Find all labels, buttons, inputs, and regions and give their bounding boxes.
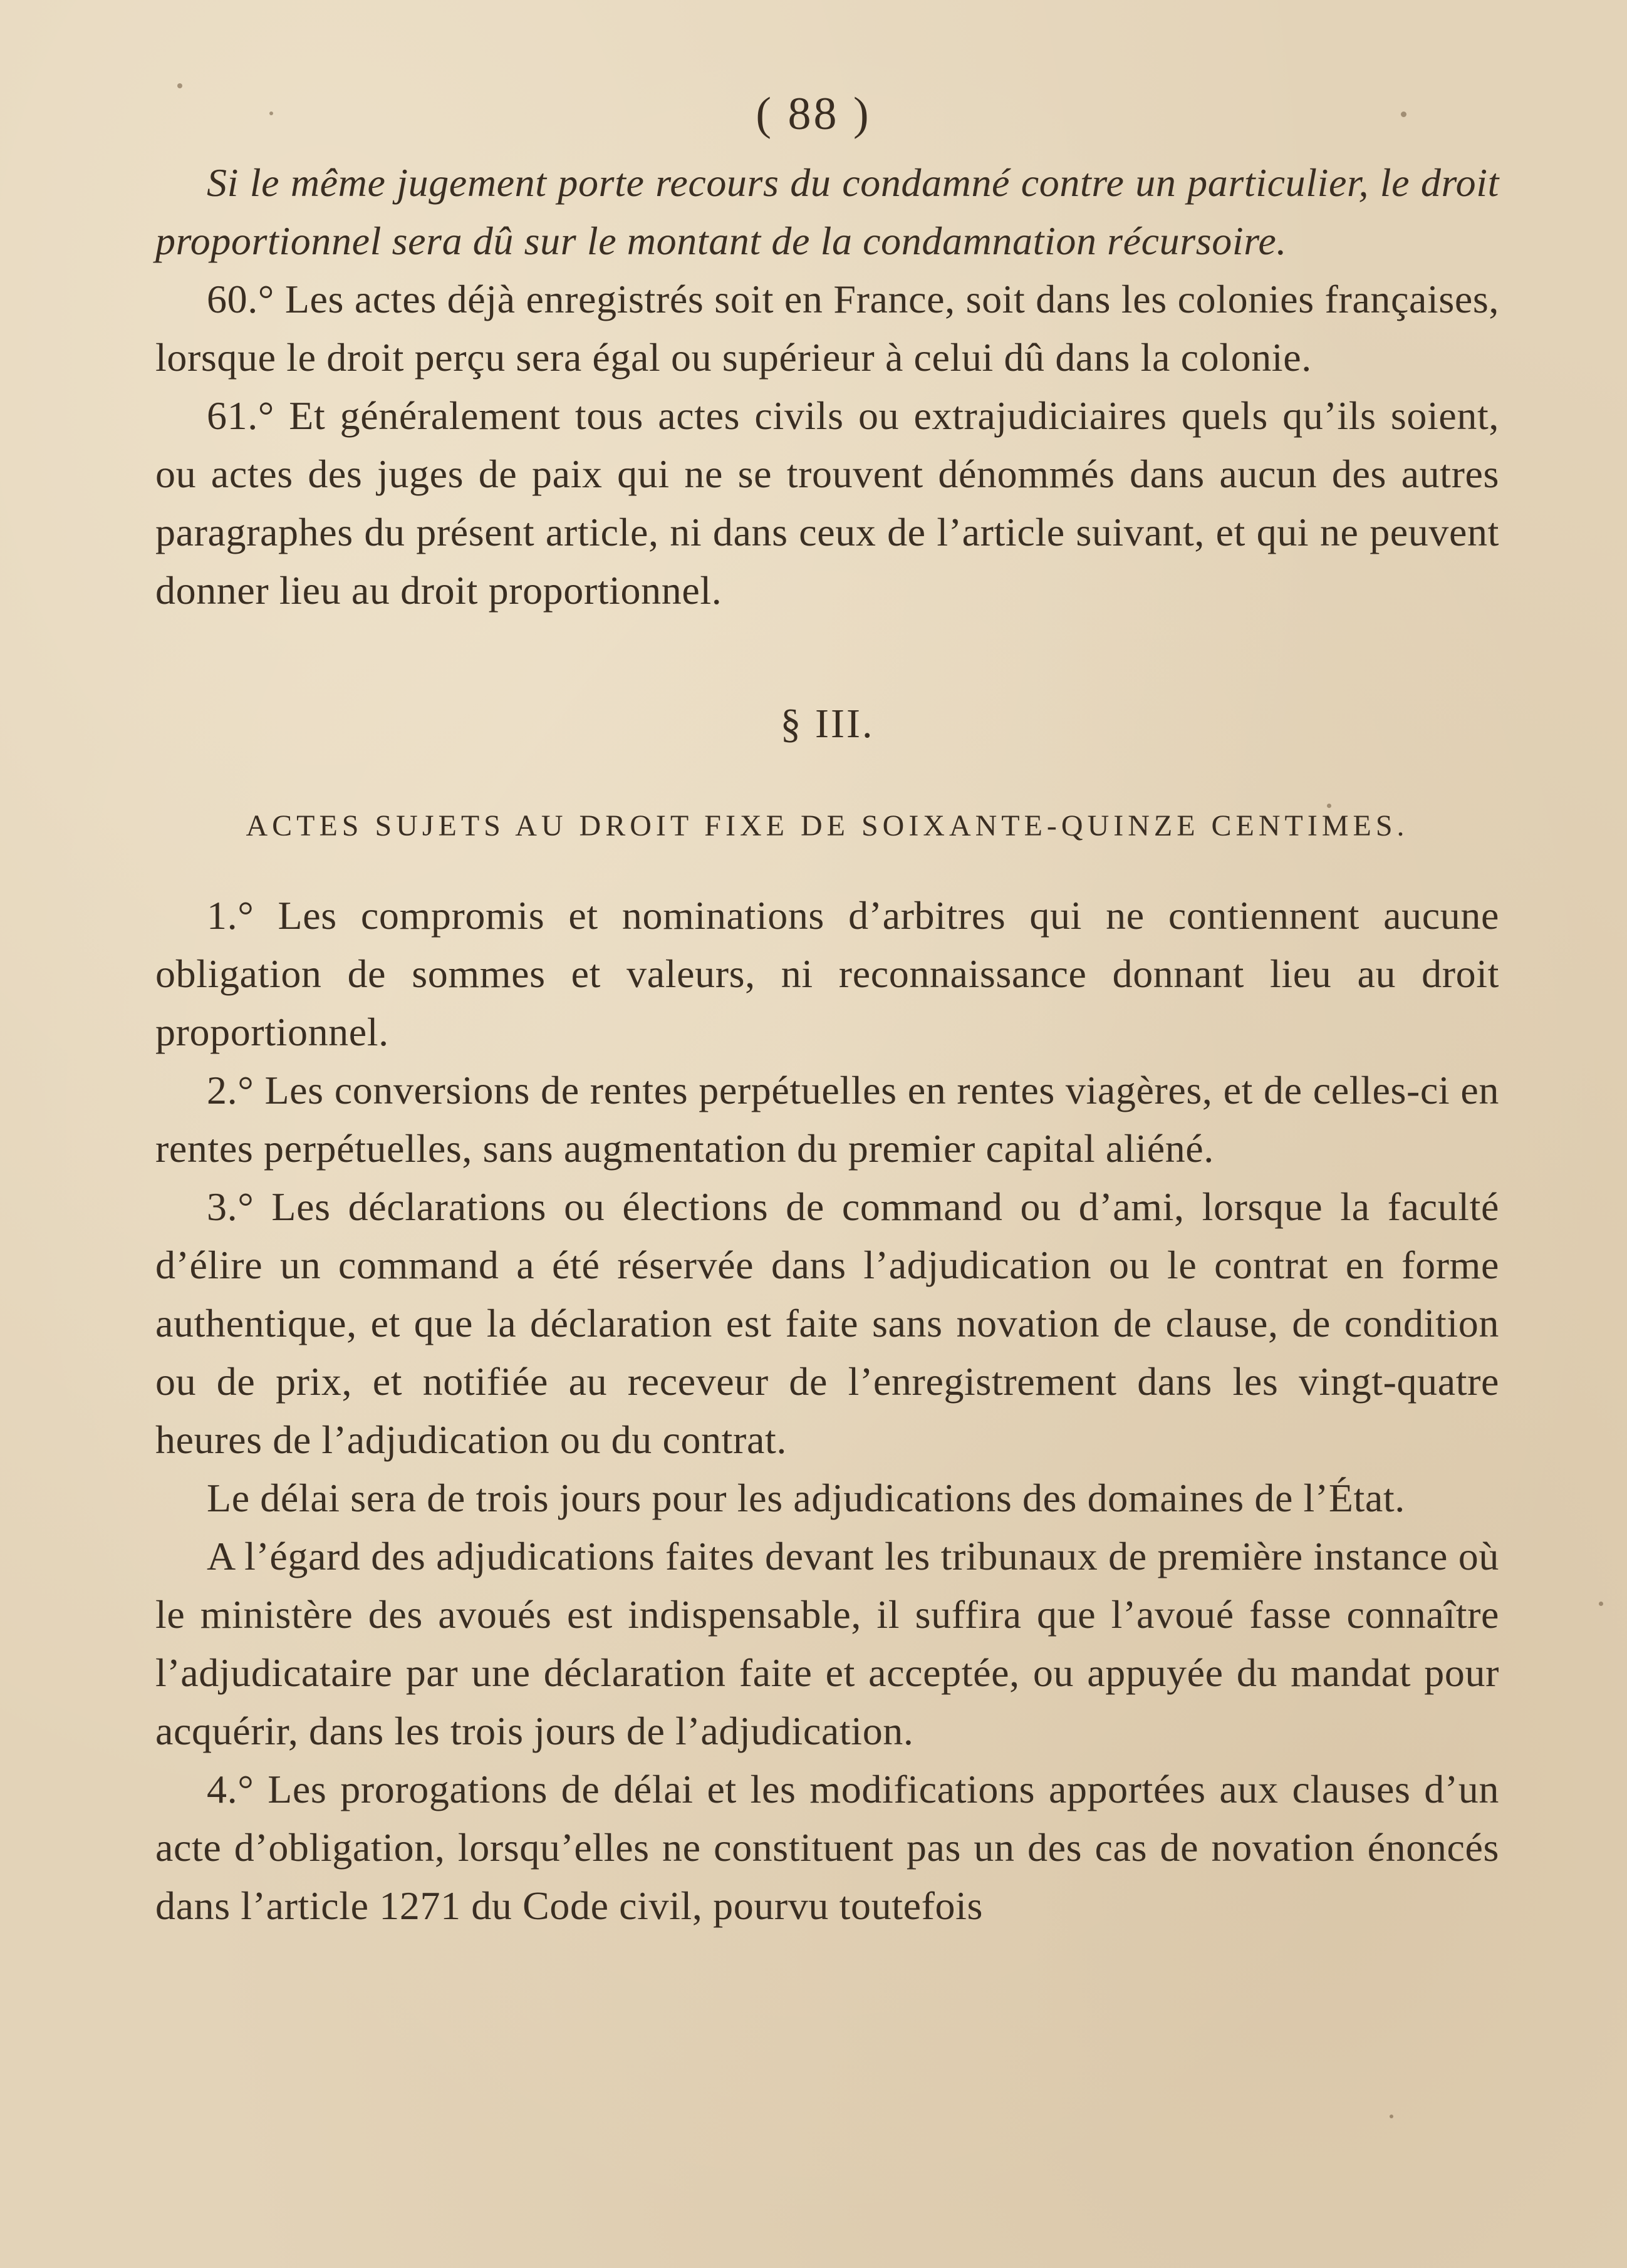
body-text [155, 153, 1499, 1935]
paragraph-delai: Le délai sera de trois jours pour les adjudications des domaines de l’État. [207, 1476, 1405, 1520]
paragraph-item-60: 60.° Les actes déjà enregistrés soit en France, soit dans les colonies françaises, lorsque le droit perçu sera égal ou supérieur à celui dû dans la colonie. [155, 277, 1499, 380]
paragraph-item-61: 61.° Et généralement tous actes civils ou extrajudiciaires quels qu’ils soient, ou actes des juges de paix qui ne se trouvent dénommés dans aucun des autres paragraphes du présent article, ni dans ceux de l’article suivant, et qui ne peuvent donner lieu au droit proportionnel. [155, 393, 1499, 613]
paragraph-adjudications: A l’égard des adjudications faites devant les tribunaux de première instance où le ministère des avoués est indispensable, il suffira que l’avoué fasse connaître l’adjudicataire par une déclaration faite et acceptée, ou appuyée du mandat pour acquérir, dans les trois jours de l’adjudication. [155, 1534, 1499, 1753]
paper-speck [1390, 2115, 1393, 2118]
paper-speck [1401, 111, 1406, 117]
paragraph-italic-recours: Si le même jugement porte recours du condamné contre un particulier, le droit proportionnel sera dû sur le montant de la condamnation récursoire. [155, 160, 1499, 263]
paper-speck [1327, 804, 1331, 808]
paragraph-item-2: 2.° Les conversions de rentes perpétuelles en rentes viagères, et de celles-ci en rentes perpétuelles, sans augmentation du premier capital aliéné. [155, 1068, 1499, 1171]
paragraph-item-3: 3.° Les déclarations ou élections de command ou d’ami, lorsque la faculté d’élire un command a été réservée dans l’adjudication ou le contrat en forme authentique, et que la déclaration est faite sans novation de clause, de condition ou de prix, et notifiée au receveur de l’enregistrement dans les vingt-quatre heures de l’adjudication ou du contrat. [155, 1184, 1499, 1462]
paper-speck [177, 83, 182, 88]
paper-speck [269, 111, 273, 115]
section-number: § III. [780, 701, 875, 747]
section-title: ACTES SUJETS AU DROIT FIXE DE SOIXANTE-QUINZE CENTIMES. [246, 809, 1409, 842]
paragraph-item-1: 1.° Les compromis et nominations d’arbitres qui ne contiennent aucune obligation de sommes et valeurs, ni reconnaissance donnant lieu au droit proportionnel. [155, 893, 1499, 1054]
page-number: ( 88 ) [756, 88, 871, 140]
paper-speck [1599, 1602, 1603, 1606]
paragraph-item-4: 4.° Les prorogations de délai et les modifications apportées aux clauses d’un acte d’obligation, lorsqu’elles ne constituent pas un des cas de novation énoncés dans l’article 1271 du Code civil, pourvu toutefois [155, 1767, 1499, 1928]
